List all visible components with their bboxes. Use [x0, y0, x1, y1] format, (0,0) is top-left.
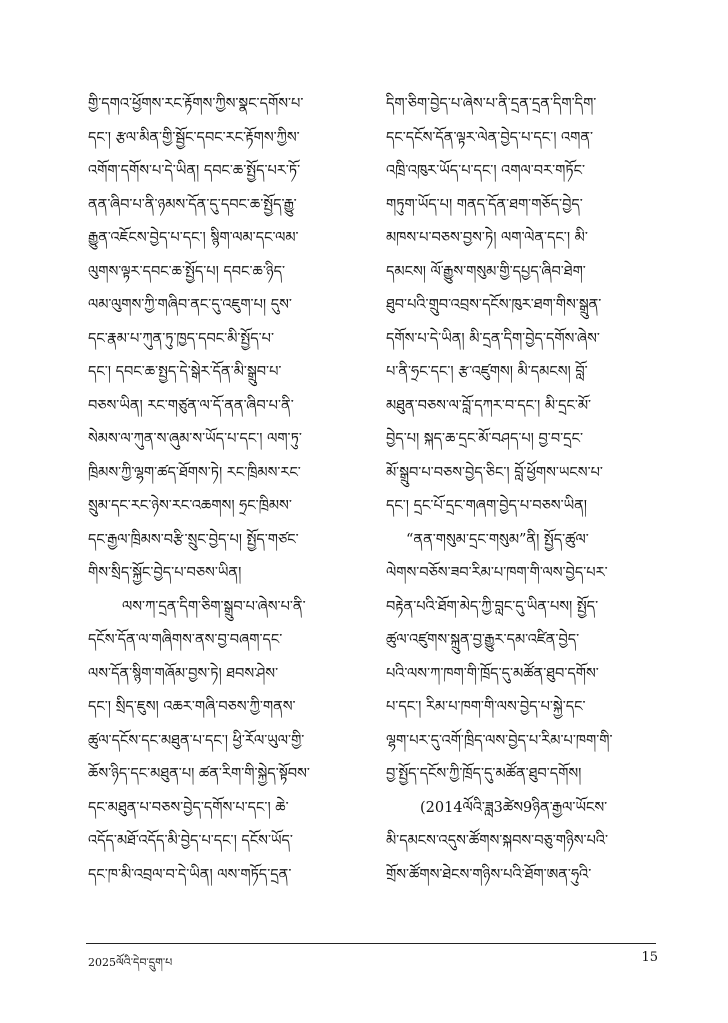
text-line: དངོས་དོན་ལ་གཞིགས་ནས་བྱ་བཞག་དང་: [88, 632, 283, 648]
text-line: འགོག་དགོས་པ་དེ་ཡིན། དབང་ཆ་སྤྱོད་པར་ཏོ་: [88, 163, 301, 179]
text-line: མི་དམངས་འདུས་ཚོགས་སྐབས་བཅུ་གཉིས་པའི་: [386, 833, 609, 849]
text-line: པ་ནི་ཧྲང་དང་། རྩ་འཛུགས། མི་དམངས། བློ་: [386, 364, 588, 380]
citation-line: (2014ལོའི་ཟླ3ཚེས9ཉིན་རྒྱལ་ཡོངས་: [420, 799, 608, 816]
footer-divider: [86, 943, 656, 944]
text-line: མཐུན་བཅས་ལ་བློ་དཀར་བ་དང་། མི་དྲང་མོ་: [386, 397, 592, 414]
text-line: དང་དངོས་དོན་ལྟར་ལེན་བྱེད་པ་དང་། འགན་: [386, 129, 594, 146]
text-line: བྱེད་པ། སྐད་ཆ་དྲང་མོ་བཤད་པ། བྱ་བ་དྲང་: [386, 431, 583, 447]
text-line: དང་རྣམ་པ་ཀུན་ཏུ་ཁྱད་དབང་མི་སྤྱོད་པ་: [88, 330, 275, 347]
text-line: བརྟེན་པའི་ཐོག་མེད་ཀྱི་བླང་དུ་ཡིན་པས། སྤྱོད་: [386, 598, 599, 615]
text-line: ཚུལ་དངོས་དང་མཐུན་པ་དང་། ཕྱི་རོལ་ཡུལ་གྱི་: [88, 732, 305, 749]
text-line: པ་དང་། རིམ་པ་ཁག་གི་ལས་བྱེད་པ་སྐྱེ་དང་: [386, 699, 586, 715]
text-line: ལུགས་ལྟར་དབང་ཆ་སྤྱོད་པ། དབང་ཆ་ཉིད་: [88, 263, 286, 280]
paragraph-start-line: ལས་ཀ་དྲན་དིག་ཅིག་སྒྲུབ་པ་ཞེས་པ་ནི་: [122, 598, 306, 615]
right-text-column: [386, 88, 656, 892]
text-line: གཏུག་ཡོད་པ། གནད་དོན་ཐག་གཅོད་བྱེད་: [386, 196, 583, 213]
text-line: ལྷག་པར་དུ་འགོ་ཁྲིད་ལས་བྱེད་པ་རིམ་པ་ཁག་གི་: [386, 732, 613, 749]
text-line: ཐུབ་པའི་གྲུབ་འབྲས་དངོས་ཁུར་ཐག་གིས་སྒྲུན་: [386, 297, 602, 313]
text-line: ལས་དོན་སྙིག་གཞོམ་བྱས་ཏེ། ཐབས་ཤེས་: [88, 665, 279, 682]
text-line: འདོད་མཐོ་འདོད་མི་བྱེད་པ་དང་། དངོས་ཡོད་: [88, 833, 293, 849]
text-line: འཁྲི་འཁུར་ཡོད་པ་དང་། འགལ་བར་གཏོང་: [386, 163, 586, 179]
left-text-column: [88, 88, 358, 892]
text-line: སྲུམ་དང་རང་ཉེས་རང་འཆགས། ཧྲང་ཁྲིམས་: [88, 498, 292, 514]
text-line: དང་། དྲང་པོ་དྲང་གཞག་བྱེད་པ་བཅས་ཡིན།: [386, 498, 588, 514]
text-line: ཁྲིམས་ཀྱི་ལྷག་ཚད་ཐོགས་ཏེ། རང་ཁྲིམས་རང་: [88, 464, 301, 481]
text-line: གྲོས་ཚོགས་ཐེངས་གཉིས་པའི་ཐོག་ཨན་ཧུའི་: [386, 866, 592, 883]
text-line: གྱི་དགའ་ཕྱོགས་རང་རྟོགས་ཀྱིས་སྣང་དགོས་པ་: [88, 96, 304, 112]
text-line: མཁས་པ་བཅས་བྱས་ཏེ། ལག་ལེན་དང་། མི་: [386, 230, 588, 246]
text-line: པའི་ལས་ཀ་ཁག་གི་ཁྲོད་དུ་མཚོན་ཐུབ་དགོས་: [386, 665, 599, 682]
text-line: ཆོས་ཉིད་དང་མཐུན་པ། ཚན་རིག་གི་སྐྱེད་སྟོབས་: [88, 766, 310, 782]
text-line: བྱ་སྤྱོད་དངོས་ཀྱི་ཁྲོད་དུ་མཚོན་ཐུབ་དགོས།: [386, 766, 582, 782]
text-line: དང་། སྲིད་ཇུས། འཆར་གཞི་བཅས་ཀྱི་གནས་: [88, 699, 296, 715]
text-line: དང་། དབང་ཆ་སྤྱད་དེ་སྒེར་དོན་མི་སྒྲུབ་པ་: [88, 364, 282, 380]
text-line: ཚུལ་འཛུགས་སྐྲུན་བྱ་རྒྱུར་དམ་འཛིན་བྱེད་: [386, 632, 580, 648]
text-line: བཅས་ཡིན། རང་གཙུན་ལ་དོ་ནན་ཞིབ་པ་ནི་: [88, 397, 294, 414]
paragraph-start-line: “ནན་གསུམ་དྲང་གསུམ”ནི། སྤྱོད་ཚུལ་: [406, 531, 589, 548]
text-line: རྒྱུན་འཇོངས་བྱེད་པ་དང་། སྙིག་ལམ་དང་ལམ་: [88, 230, 299, 246]
journal-issue-label: 2025ལོའི་དེབ་དྲུག་པ: [88, 956, 173, 969]
text-line: དགོས་པ་དེ་ཡིན། མི་དྲན་དིག་བྱེད་དགོས་ཞེས་: [386, 330, 600, 347]
text-line: དང་མཐུན་པ་བཅས་བྱེད་དགོས་པ་དང་། ཆེ་: [88, 799, 289, 816]
text-line: མོ་སྒྲུབ་པ་བཅས་བྱེད་ཅིང་། བློ་ཕྱོགས་ཡངས་པ་: [386, 464, 603, 481]
text-line: དང་རྒྱལ་ཁྲིམས་བརྩི་སྲུང་བྱེད་པ། སྤྱོད་གཙང་: [88, 531, 299, 548]
page-number: 15: [641, 950, 658, 965]
text-line: ལམ་ལུགས་ཀྱི་གཞིབ་ནང་དུ་འཇུག་པ། དུས་: [88, 297, 292, 313]
text-line: དང་ཁ་མི་འབྲལ་བ་དེ་ཡིན། ལས་གཏོད་དྲན་: [88, 866, 292, 883]
text-line: དམངས། ལོ་རྒྱུས་གསུམ་གྱི་དཔྱད་ཞིབ་ཐེག་: [386, 263, 586, 280]
text-line: ལེགས་བཅོས་ཟབ་རིམ་པ་ཁག་གི་ལས་བྱེད་པར་: [386, 565, 608, 581]
text-line: དིག་ཅིག་བྱེད་པ་ཞེས་པ་ནི་དྲན་དྲན་དིག་དིག་: [386, 96, 597, 112]
text-line: ནན་ཞིབ་པ་ནི་ཉམས་དོན་དུ་དབང་ཆ་སྤྱོད་རྒྱུ་: [88, 196, 297, 213]
text-line: དང་། རྩལ་མིན་གྱི་སྦྱོང་དབང་རང་རྟོགས་ཀྱིས་: [88, 129, 300, 146]
text-line: གིས་སྲིད་སྐྱོང་བྱེད་པ་བཅས་ཡིན།: [88, 565, 242, 581]
text-line: སེམས་ལ་ཀུན་ས་ཞུམ་ས་ཡོད་པ་དང་། ལག་ཏུ་: [88, 431, 302, 447]
